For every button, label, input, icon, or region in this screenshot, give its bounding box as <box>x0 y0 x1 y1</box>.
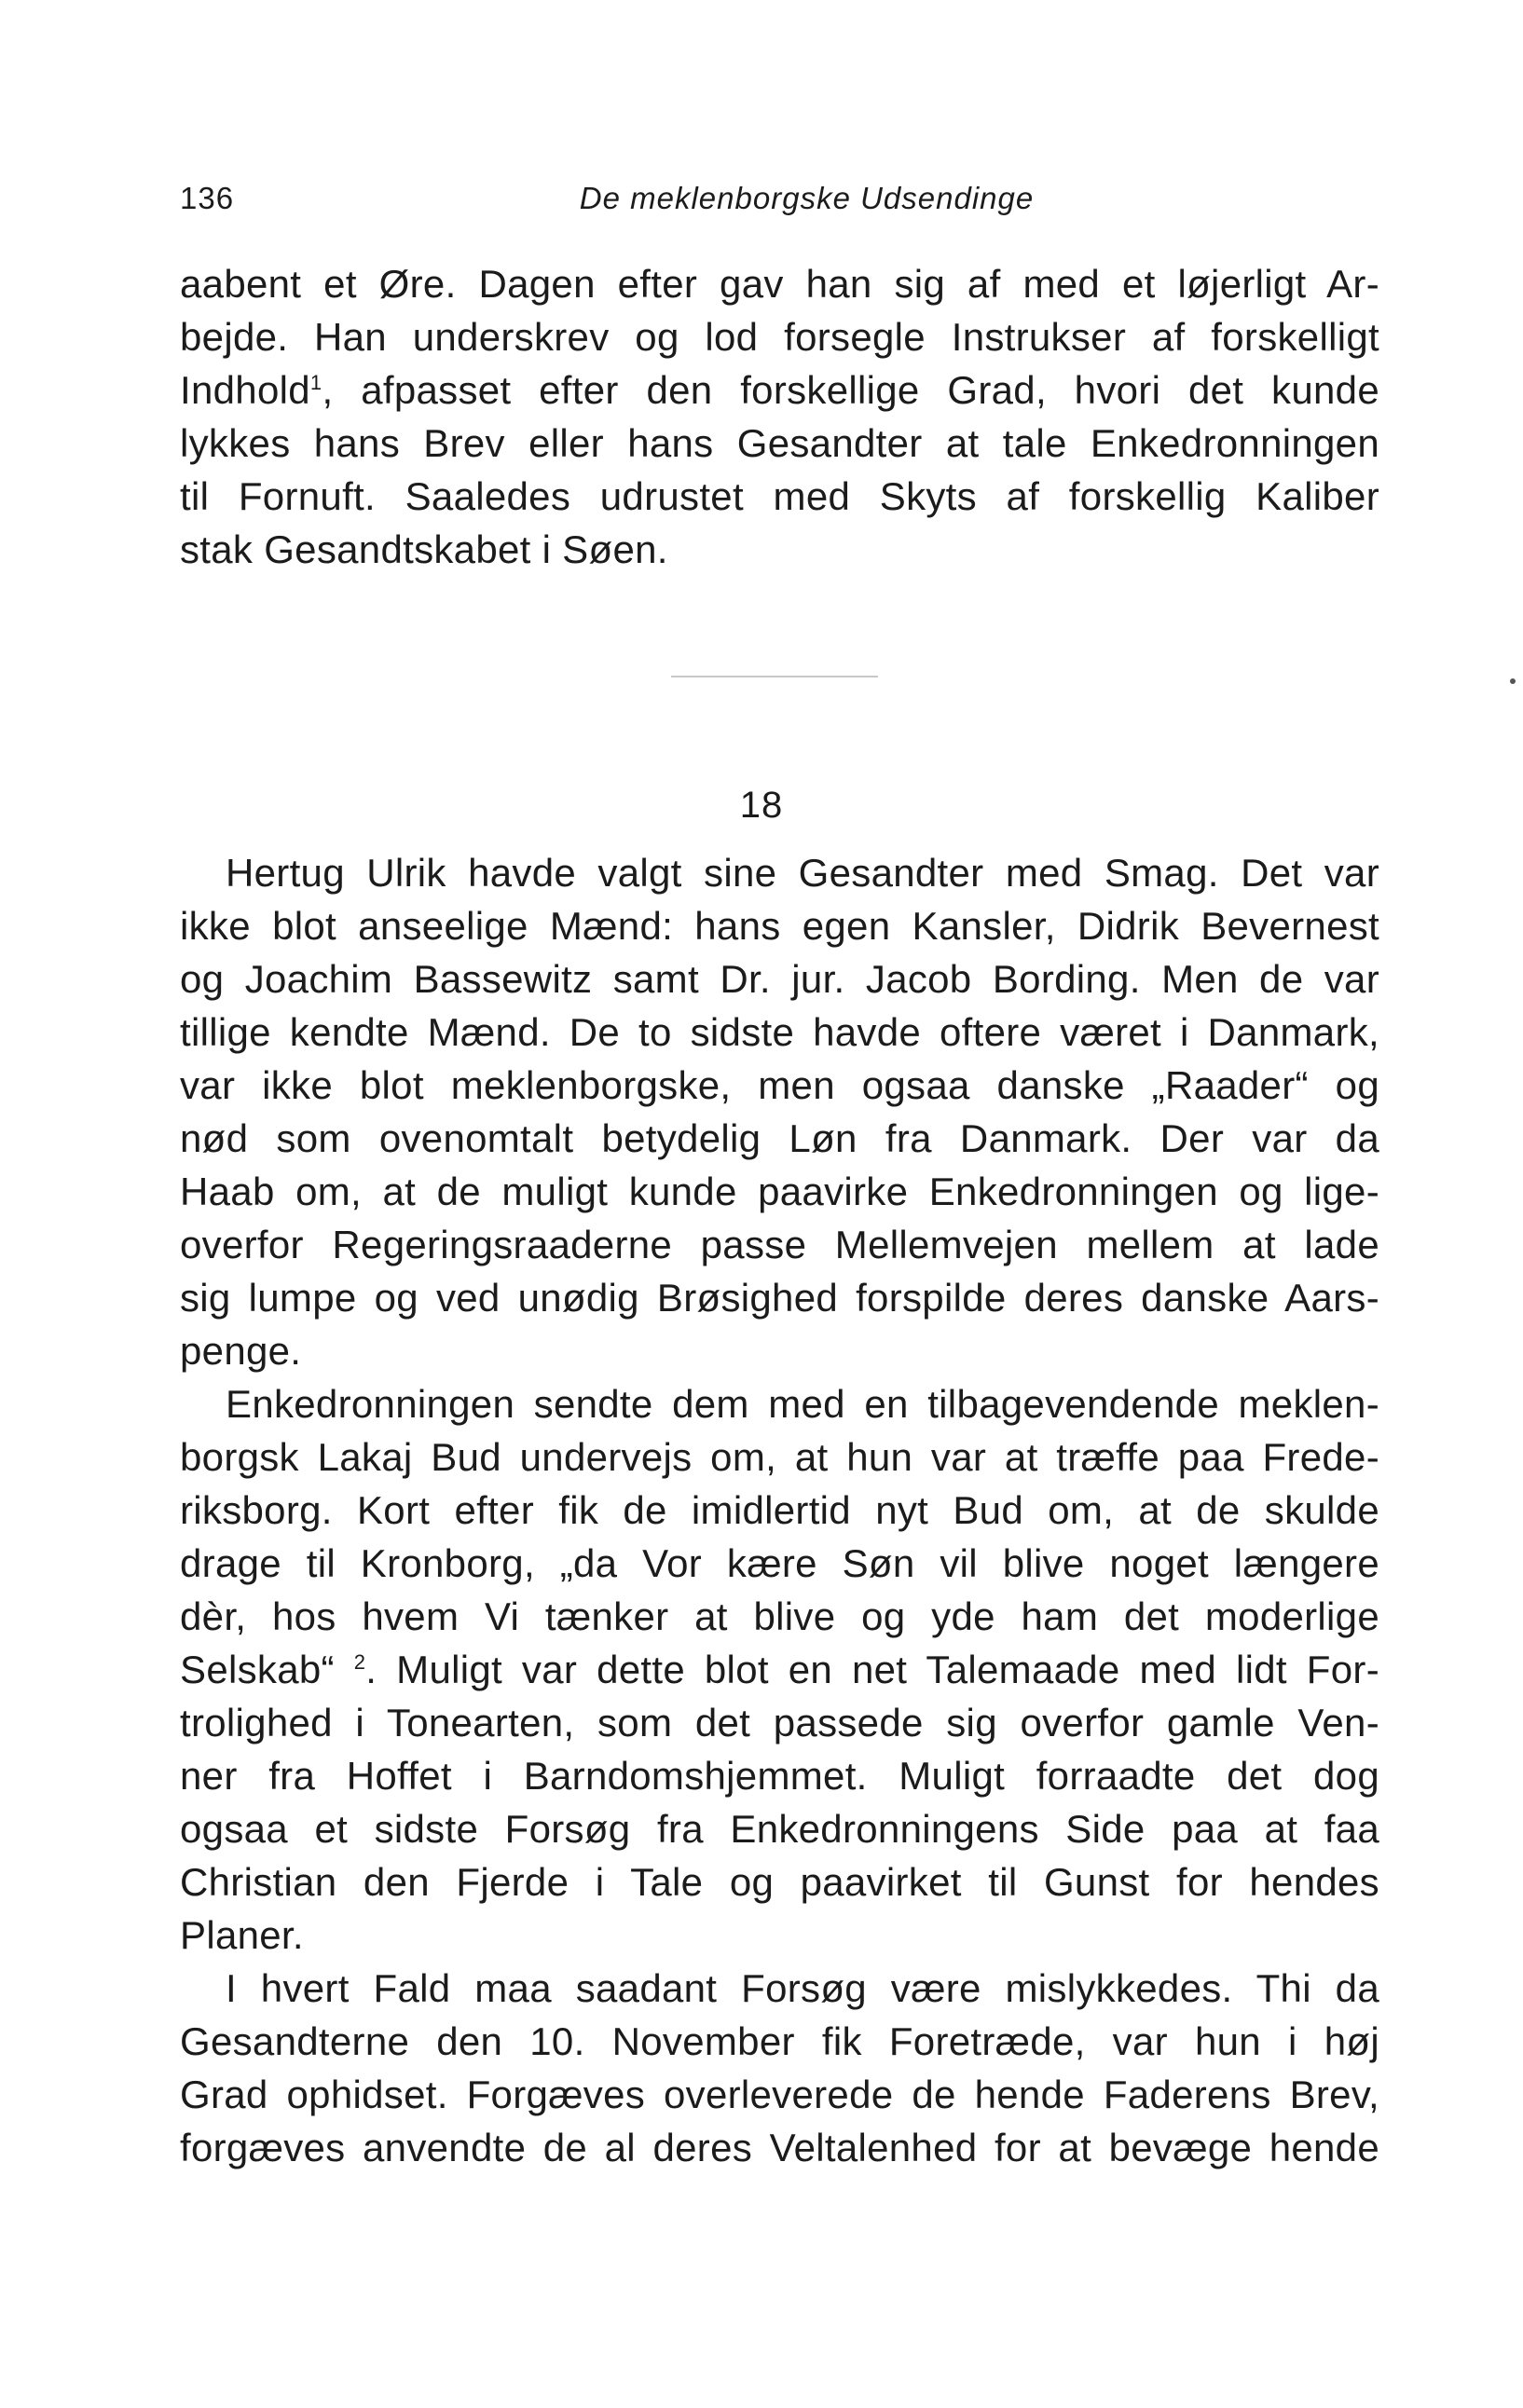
text-line <box>180 1643 1379 1696</box>
text-line: ikke blot anseelige Mænd: hans egen Kansler, Didrik Bevernest <box>180 904 1379 948</box>
text-line: dèr, hos hvem Vi tænker at blive og yde ham det moderlige <box>180 1594 1379 1638</box>
text-line: drage til Kronborg, „da Vor kære Søn vil blive noget længere <box>180 1541 1379 1585</box>
text-line: aabent et Øre. Dagen efter gav han sig af med et løjerligt Ar- <box>180 262 1379 306</box>
running-head <box>180 177 1434 220</box>
text-line: Haab om, at de muligt kunde paavirke Enkedronningen og lige- <box>180 1170 1379 1213</box>
text-line: trolighed i Tonearten, som det passede sig overfor gamle Ven- <box>180 1701 1379 1744</box>
text-line: Enkedronningen sendte dem med en tilbagevendende meklen- <box>226 1382 1379 1426</box>
footnote-marker: 1 <box>309 371 322 394</box>
text-line: overfor Regeringsraaderne passe Mellemvejen mellem at lade <box>180 1223 1379 1266</box>
text-run: Selskab“ <box>180 1648 354 1691</box>
text-line: sig lumpe og ved unødig Brøsighed forspilde deres danske Aars- <box>180 1276 1379 1320</box>
text-line: ogsaa et sidste Forsøg fra Enkedronningens Side paa at faa <box>180 1807 1379 1851</box>
text-line <box>180 363 1379 417</box>
text-run: , afpasset efter den forskellige Grad, hvori det kunde <box>322 368 1379 412</box>
text-line: nød som ovenomtalt betydelig Løn fra Danmark. Der var da <box>180 1116 1379 1160</box>
text-line: stak Gesandtskabet i Søen. <box>180 527 668 571</box>
section-number: 18 <box>739 785 784 826</box>
text-run: Indhold <box>180 368 310 412</box>
text-line: og Joachim Bassewitz samt Dr. jur. Jacob Bording. Men de var <box>180 957 1379 1001</box>
text-line: I hvert Fald maa saadant Forsøg være mislykkedes. Thi da <box>226 1966 1379 2010</box>
text-line: borgsk Lakaj Bud undervejs om, at hun var at træffe paa Frede- <box>180 1435 1379 1479</box>
text-line: Planer. <box>180 1913 304 1957</box>
text-line: ner fra Hoffet i Barndomshjemmet. Muligt forraadte det dog <box>180 1754 1379 1798</box>
text-line: Christian den Fjerde i Tale og paavirket til Gunst for hendes <box>180 1860 1379 1904</box>
section-body <box>180 846 1379 2174</box>
text-run: . Muligt var dette blot en net Talemaade med lidt For- <box>365 1648 1379 1691</box>
page-number: 136 <box>180 181 235 215</box>
text-line: forgæves anvendte de al deres Veltalenhed for at bevæge hende <box>180 2126 1379 2169</box>
scan-speck <box>1510 678 1516 684</box>
text-line: Hertug Ulrik havde valgt sine Gesandter med Smag. Det var <box>226 851 1379 895</box>
text-line: tillige kendte Mænd. De to sidste havde oftere været i Danmark, <box>180 1010 1379 1054</box>
section-divider <box>671 676 878 677</box>
text-line: Grad ophidset. Forgæves overleverede de hende Faderens Brev, <box>180 2073 1379 2116</box>
text-line: riksborg. Kort efter fik de imidlertid nyt Bud om, at de skulde <box>180 1488 1379 1532</box>
paragraph-opening <box>180 257 1379 576</box>
text-line: var ikke blot meklenborgske, men ogsaa danske „Raader“ og <box>180 1063 1379 1107</box>
running-title: De meklenborgske Udsendinge <box>579 181 1035 215</box>
text-line: til Fornuft. Saaledes udrustet med Skyts af forskellig Kaliber <box>180 474 1379 518</box>
footnote-marker: 2 <box>353 1650 366 1674</box>
text-line: lykkes hans Brev eller hans Gesandter at tale Enkedronningen <box>180 421 1379 465</box>
text-line: bejde. Han underskrev og lod forsegle Instrukser af forskelligt <box>180 315 1379 359</box>
text-line: penge. <box>180 1329 302 1373</box>
text-line: Gesandterne den 10. November fik Foretræde, var hun i høj <box>180 2019 1379 2063</box>
